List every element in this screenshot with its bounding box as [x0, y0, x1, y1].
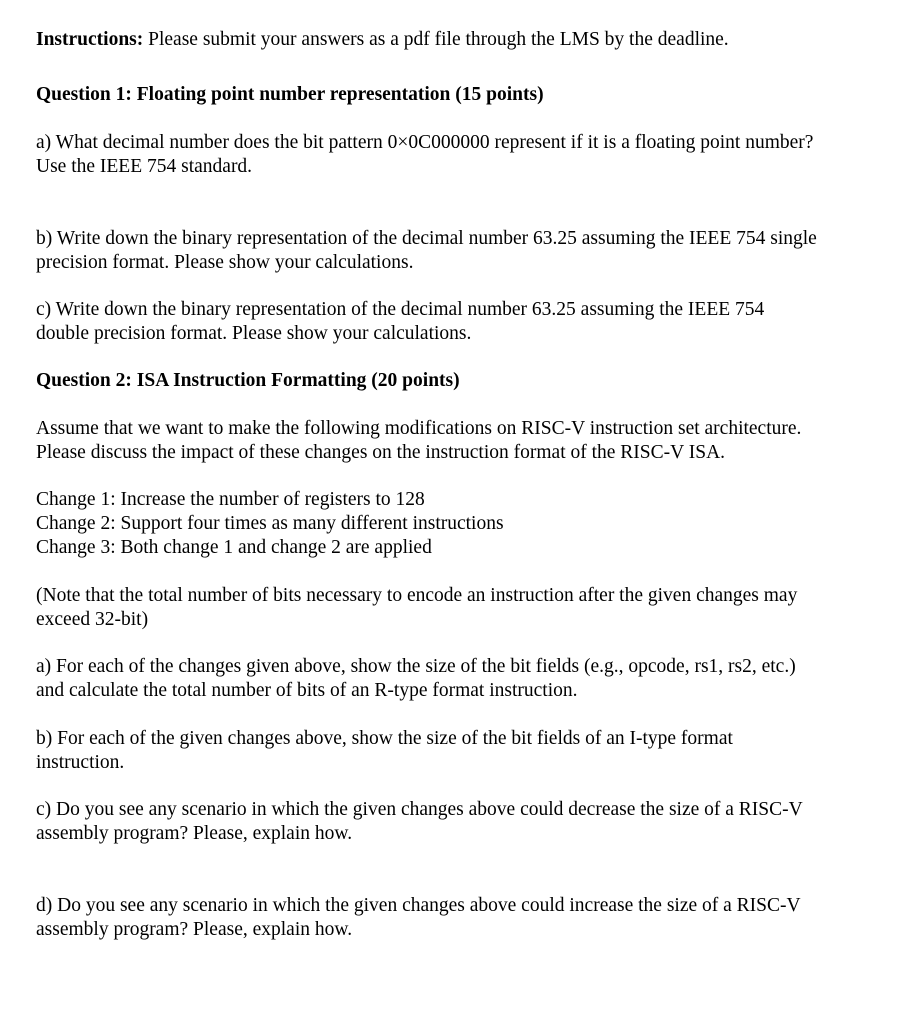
instructions-paragraph [36, 28, 729, 52]
question-2-intro-line-1: Assume that we want to make the following modifications on RISC-V instruction set architecture. [36, 418, 802, 439]
question-2-intro-line-2: Please discuss the impact of these changes on the instruction format of the RISC-V ISA. [36, 442, 726, 463]
change-item-3: Change 3: Both change 1 and change 2 are applied [36, 537, 432, 558]
question-1b-line-1: b) Write down the binary representation of the decimal number 63.25 assuming the IEEE 754 single [36, 228, 817, 249]
question-2c [36, 798, 803, 846]
question-1b-line-2: precision format. Please show your calculations. [36, 252, 414, 273]
question-2-note-line-1: (Note that the total number of bits necessary to encode an instruction after the given changes may [36, 585, 798, 606]
instructions-label: Instructions: [36, 29, 144, 50]
question-2d-line-2: assembly program? Please, explain how. [36, 919, 353, 940]
question-2b-line-1: b) For each of the given changes above, show the size of the bit fields of an I-type format [36, 728, 733, 749]
question-2c-line-2: assembly program? Please, explain how. [36, 823, 353, 844]
instructions-text: Please submit your answers as a pdf file through the LMS by the deadline. [143, 29, 729, 50]
question-2d-line-1: d) Do you see any scenario in which the given changes above could increase the size of a RISC-V [36, 895, 801, 916]
question-2-note-line-2: exceed 32-bit) [36, 609, 149, 630]
change-item-1: Change 1: Increase the number of registers to 128 [36, 489, 425, 510]
question-1b [36, 227, 817, 275]
question-2b-line-2: instruction. [36, 752, 125, 773]
question-1a [36, 131, 813, 179]
question-2a-line-1: a) For each of the changes given above, show the size of the bit fields (e.g., opcode, rs1, rs2, etc.) [36, 656, 796, 677]
question-2-intro [36, 417, 801, 465]
question-2a [36, 655, 796, 703]
question-1a-line-1: a) What decimal number does the bit pattern 0×0C000000 represent if it is a floating point number? [36, 132, 814, 153]
question-2-note [36, 584, 797, 632]
question-2-title: Question 2: ISA Instruction Formatting (20 points) [36, 370, 460, 391]
question-2c-line-1: c) Do you see any scenario in which the given changes above could decrease the size of a RISC-V [36, 799, 803, 820]
question-2d [36, 894, 801, 942]
question-1c [36, 298, 764, 346]
question-2b [36, 727, 733, 775]
question-2a-line-2: and calculate the total number of bits of an R-type format instruction. [36, 680, 578, 701]
change-item-2: Change 2: Support four times as many different instructions [36, 513, 504, 534]
change-list [36, 488, 504, 560]
question-1-title: Question 1: Floating point number representation (15 points) [36, 84, 544, 105]
question-1c-line-2: double precision format. Please show your calculations. [36, 323, 472, 344]
question-1c-line-1: c) Write down the binary representation of the decimal number 63.25 assuming the IEEE 754 [36, 299, 765, 320]
question-1a-line-2: Use the IEEE 754 standard. [36, 156, 253, 177]
